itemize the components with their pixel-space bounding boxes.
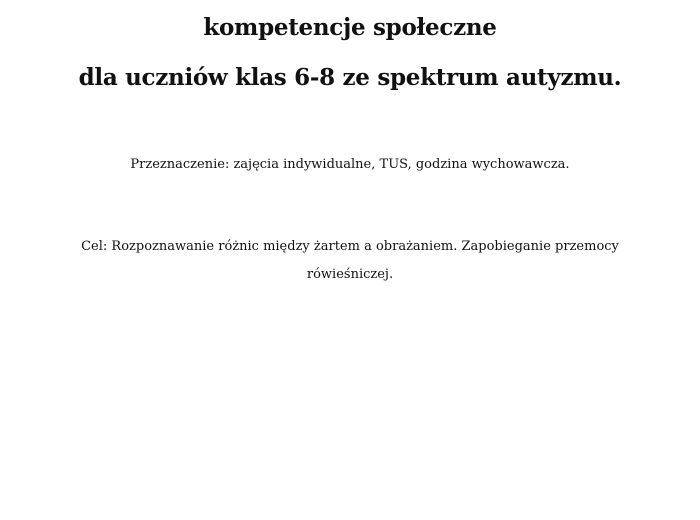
document-title-line-1: kompetencje społeczne	[203, 14, 497, 41]
goal-paragraph-line-1: Cel: Rozpoznawanie różnic między żartem a obrażaniem. Zapobieganie przemocy	[81, 239, 619, 254]
goal-paragraph-line-2: rówieśniczej.	[306, 267, 394, 282]
purpose-paragraph: Przeznaczenie: zajęcia indywidualne, TUS, godzina wychowawcza.	[130, 157, 570, 172]
document-title-line-2: dla uczniów klas 6-8 ze spektrum autyzmu.	[78, 64, 622, 91]
